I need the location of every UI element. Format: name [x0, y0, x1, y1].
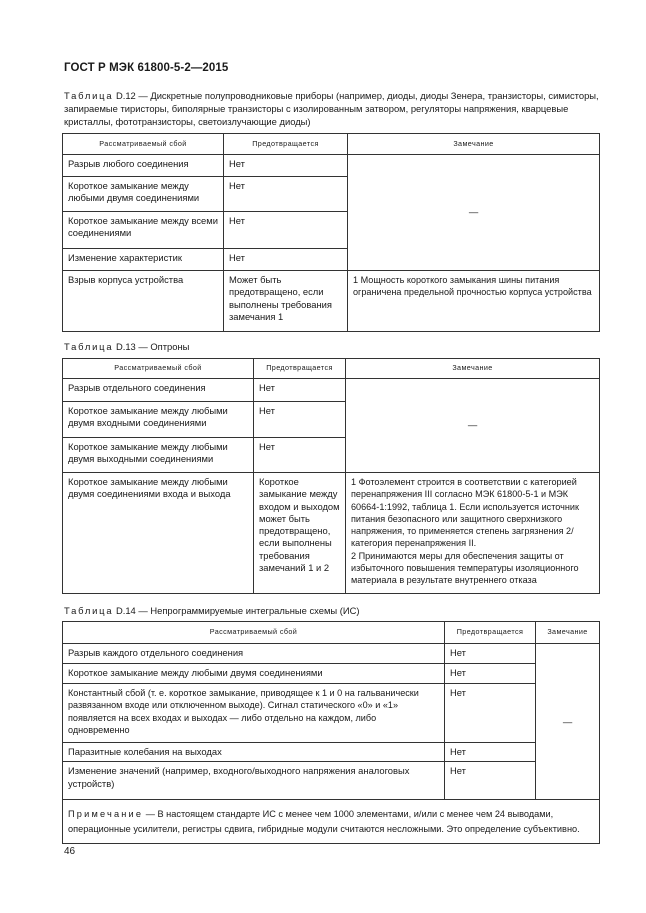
- fault-cell: Изменение характеристик: [63, 249, 224, 271]
- table-row: [63, 664, 600, 684]
- table-row: [63, 644, 600, 664]
- prevented-cell: Нет: [254, 402, 346, 438]
- fault-cell: Короткое замыкание между всеми соединениями: [63, 212, 224, 249]
- caption-text: D.13 — Оптроны: [113, 341, 190, 352]
- column-header: Предотвращается: [445, 622, 536, 644]
- remark-cell: —: [348, 155, 600, 271]
- table-d12-caption: [64, 89, 600, 128]
- prevented-cell: Нет: [224, 177, 348, 212]
- remark-cell: 1 Мощность короткого замыкания шины питания ограничена предельной прочностью корпуса устройства: [348, 271, 600, 332]
- caption-label: Таблица: [64, 341, 114, 352]
- caption-label: Таблица: [64, 605, 114, 616]
- footnote-label: Примечание: [68, 809, 144, 820]
- table-row: [63, 155, 600, 177]
- fault-cell: Разрыв каждого отдельного соединения: [63, 644, 445, 664]
- prevented-cell: Нет: [254, 379, 346, 402]
- remark-cell: —: [346, 379, 600, 473]
- table-d14: [62, 621, 600, 844]
- caption-text: D.14 — Непрограммируемые интегральные схемы (ИС): [113, 605, 360, 616]
- table-row: [63, 271, 600, 332]
- fault-cell: Изменение значений (например, входного/выходного напряжения аналоговых устройств): [63, 762, 445, 800]
- prevented-cell: Нет: [445, 762, 536, 800]
- remark-note-2: 2 Принимаются меры для обеспечения защиты от избыточного повышения температуры изоляционного материала в результате внутреннего отказа: [351, 550, 579, 586]
- table-row: [63, 473, 600, 594]
- prevented-cell: Нет: [445, 743, 536, 762]
- column-header: Рассматриваемый сбой: [63, 134, 224, 155]
- column-header: Рассматриваемый сбой: [63, 359, 254, 379]
- document-header: ГОСТ Р МЭК 61800-5-2—2015: [64, 62, 229, 74]
- caption-label: Таблица: [64, 90, 114, 101]
- prevented-cell: Нет: [445, 644, 536, 664]
- caption-text: D.12 — Дискретные полупроводниковые приборы (например, диоды, диоды Зенера, транзисторы, симисторы, запираемые тиристоры, биполярные транзисторы с изолированным затвором, регуляторы напряжения, кварцевые кристаллы, фототранзисторы, светоизлучающие диоды): [64, 90, 599, 127]
- fault-cell: Короткое замыкание между любыми двумя соединениями: [63, 664, 445, 684]
- fault-cell: Паразитные колебания на выходах: [63, 743, 445, 762]
- table-footnote-row: [63, 800, 600, 844]
- prevented-cell: Может быть предотвращено, если выполнены требования замечания 1: [224, 271, 348, 332]
- table-d12: [62, 133, 600, 332]
- fault-cell: Разрыв отдельного соединения: [63, 379, 254, 402]
- prevented-cell: Нет: [224, 249, 348, 271]
- column-header: Предотвращается: [224, 134, 348, 155]
- table-row: [63, 762, 600, 800]
- fault-cell: Короткое замыкание между любыми двумя соединениями входа и выхода: [63, 473, 254, 594]
- fault-cell: Константный сбой (т. е. короткое замыкание, приводящее к 1 и 0 на гальванически развязанном входе или отключенном выходе). Сигнал статического «0» и «1» появляется на всех входах и выходах — либо отдельно на каждом, либо одновременно: [63, 684, 445, 743]
- fault-cell: Короткое замыкание между любыми двумя входными соединениями: [63, 402, 254, 438]
- footnote-text: — В настоящем стандарте ИС с менее чем 1000 элементами, и/или с менее чем 24 выводами, операционные усилители, регистры сдвига, гибридные модули считаются несложными. Это определение субъективно.: [68, 809, 580, 835]
- table-row: [63, 379, 600, 402]
- column-header: Рассматриваемый сбой: [63, 622, 445, 644]
- prevented-cell: Короткое замыкание между входом и выходом может быть предотвращено, если выполнены требования замечаний 1 и 2: [254, 473, 346, 594]
- prevented-cell: Нет: [224, 155, 348, 177]
- table-d14-caption: [64, 604, 600, 617]
- page-number: 46: [64, 846, 76, 857]
- fault-cell: Разрыв любого соединения: [63, 155, 224, 177]
- prevented-cell: Нет: [224, 212, 348, 249]
- column-header: Замечание: [348, 134, 600, 155]
- table-d13: [62, 358, 600, 594]
- remark-cell: —: [536, 644, 600, 800]
- remark-cell: [346, 473, 600, 594]
- fault-cell: Короткое замыкание между любыми двумя соединениями: [63, 177, 224, 212]
- column-header: Предотвращается: [254, 359, 346, 379]
- prevented-cell: Нет: [254, 438, 346, 473]
- prevented-cell: Нет: [445, 684, 536, 743]
- table-footnote: [63, 800, 600, 844]
- remark-note-1: 1 Фотоэлемент строится в соответствии с категорией перенапряжения III согласно МЭК 61800-5-1 и МЭК 60664-1:1992, таблица 1. Если используется источник питания безопасного или защитного сверхнизкого напряжения, то применяется степень загрязнения 2/категория перенапряжения II.: [351, 477, 579, 549]
- prevented-cell: Нет: [445, 664, 536, 684]
- table-d13-caption: [64, 340, 600, 353]
- column-header: Замечание: [536, 622, 600, 644]
- fault-cell: Взрыв корпуса устройства: [63, 271, 224, 332]
- table-row: [63, 743, 600, 762]
- fault-cell: Короткое замыкание между любыми двумя выходными соединениями: [63, 438, 254, 473]
- column-header: Замечание: [346, 359, 600, 379]
- table-row: [63, 684, 600, 743]
